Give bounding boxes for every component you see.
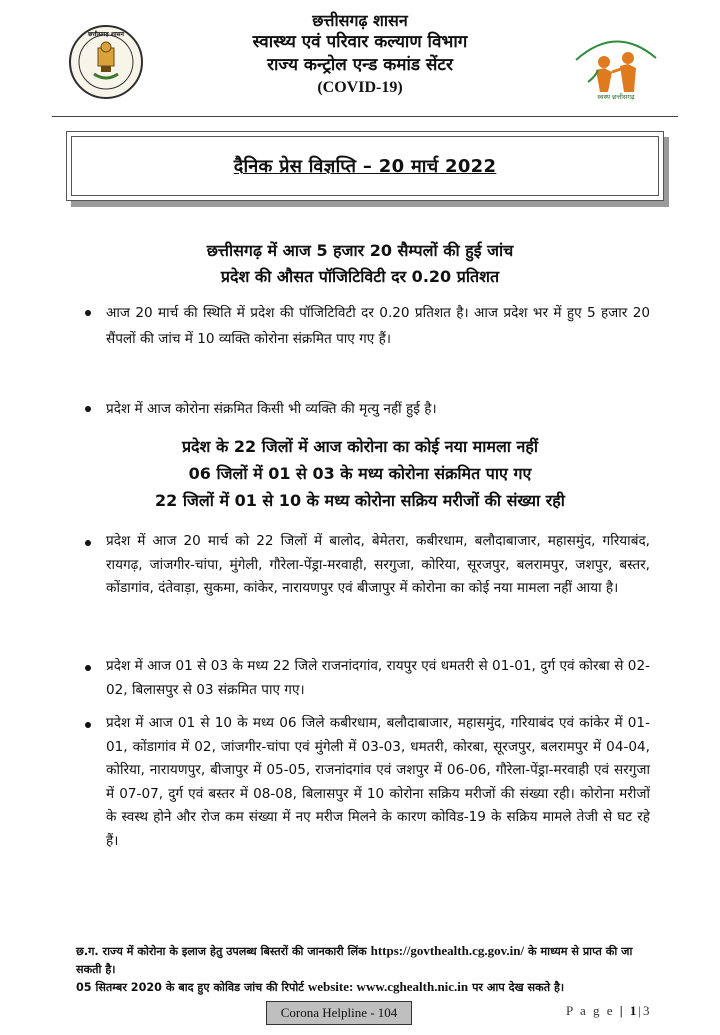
headline-samples: छत्तीसगढ़ में आज 5 हजार 20 सैम्पलों की हुई जांच <box>206 241 514 260</box>
headline-positivity: प्रदेश की औसत पॉजिटिविटी दर 0.20 प्रतिशत <box>220 267 500 286</box>
list-item: प्रदेश में आज 20 मार्च को 22 जिलों में बालोद, बेमेतरा, कबीरधाम, बलौदाबाजार, महासमुंद, गरियाबंद, रायगढ़, जांजगीर-चांपा, मुंगेली, गौरेला-पेंड्रा-मरवाही, सरगुजा, कोरिया, सूरजपुर, बलरामपुर, जशपुर, बस्तर, कोंडागांव, दंतेवाड़ा, सुकमा, कांकेर, नारायणपुर एवं बीजापुर में कोरोना का कोई नया मामला नहीं आया है। <box>106 530 650 601</box>
letterhead <box>0 10 720 99</box>
footer-beds-info: छ.ग. राज्य में कोरोना के इलाज हेतु उपलब्ध बिस्तरों की जानकारी लिंक https://govthealth.cg.gov.in/ के माध्यम से प्राप्त की जा सकती है। <box>76 943 633 976</box>
corona-helpline-box: Corona Helpline - 104 <box>266 1001 412 1025</box>
list-item: प्रदेश में आज कोरोना संक्रमित किसी भी व्यक्ति की मृत्यु नहीं हुई है। <box>106 396 650 422</box>
footer-report-info: 05 सितम्बर 2020 के बाद हुए कोविड जांच की रिपोर्ट website: www.cghealth.nic.in पर आप देख सकते है। <box>76 979 565 994</box>
report-website-link[interactable]: website: www.cghealth.nic.in <box>307 979 469 994</box>
headline-no-new-cases: प्रदेश के 22 जिलों में आज कोरोना का कोई नया मामला नहीं <box>181 437 539 456</box>
department-name: स्वास्थ्य एवं परिवार कल्याण विभाग <box>252 32 468 52</box>
headline-active-range: 22 जिलों में 01 से 10 के मध्य कोरोना सक्रिय मरीजों की संख्या रही <box>155 491 565 510</box>
beds-info-link[interactable]: https://govthealth.cg.gov.in/ <box>370 943 525 958</box>
emblem-text: छत्तीसगढ़ शासन <box>88 31 124 38</box>
list-item: प्रदेश में आज 01 से 03 के मध्य 22 जिले राजनांदगांव, रायपुर एवं धमतरी से 01-01, दुर्ग एवं कोरबा से 02-02, बिलासपुर से 03 संक्रमित पाए गए। <box>106 655 650 702</box>
bullet-icon <box>80 530 96 550</box>
page-number: P a g e | 1|3 <box>566 1003 652 1018</box>
list-item: प्रदेश में आज 01 से 10 के मध्य 06 जिले कबीरधाम, बलौदाबाजार, महासमुंद, गरियाबंद एवं कांकेर में 01-01, कोंडागांव में 02, जांजगीर-चांपा एवं मुंगेली में 03-03, धमतरी, कोरबा, सूरजपुर, बलरामपुर में 04-04, कोरिया, नारायणपुर, बीजापुर में 05-05, राजनांदगांव एवं जशपुर में 06-06, गौरेला-पेंड्रा-मरवाही एवं सरगुजा में 07-07, दुर्ग एवं बस्तर में 08-08, बिलासपुर में 10 कोरोना सक्रिय मरीजों की संख्या रही। कोरोना मरीजों के स्वस्थ होने और रोज कम संख्या में नए मरीज मिलने के कारण कोविड-19 के सक्रिय मामले तेजी से घट रहे हैं। <box>106 712 650 853</box>
covid-label: (COVID-19) <box>317 79 403 96</box>
center-name: राज्य कन्ट्रोल एन्ड कमांड सेंटर <box>267 55 453 75</box>
govt-name: छत्तीसगढ़ शासन <box>312 11 408 30</box>
bullet-icon <box>80 300 96 320</box>
logo-tagline: स्वस्थ छत्तीसगढ़ <box>597 93 635 101</box>
press-release-title-box <box>66 131 664 201</box>
headline-infected-range: 06 जिलों में 01 से 03 के मध्य कोरोना संक्रमित पाए गए <box>188 464 532 483</box>
bullet-icon <box>80 712 96 732</box>
list-item: आज 20 मार्च की स्थिति में प्रदेश की पॉजिटिविटी दर 0.20 प्रतिशत है। आज प्रदेश भर में हुए 5 हजार 20 सैंपलों की जांच में 10 व्यक्ति कोरोना संक्रमित पाए गए हैं। <box>106 300 650 352</box>
header-divider <box>52 116 678 117</box>
bullet-icon <box>80 396 96 416</box>
press-release-title: दैनिक प्रेस विज्ञप्ति – 20 मार्च 2022 <box>233 156 497 177</box>
bullet-icon <box>80 655 96 675</box>
